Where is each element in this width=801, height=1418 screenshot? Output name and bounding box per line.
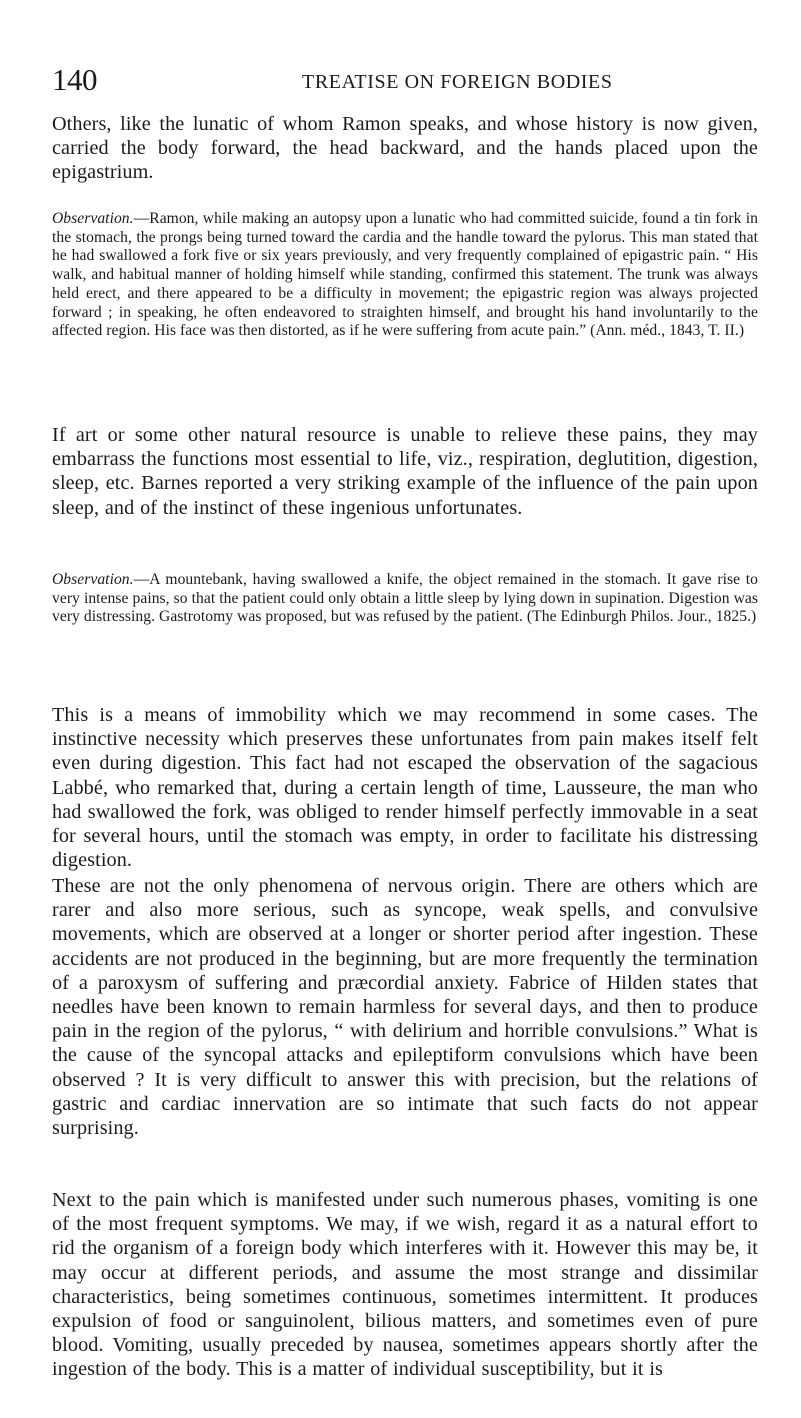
paragraph-art-or-natural-resource: If art or some other natural resource is unable to relieve these pains, they may embarrass the functions most essential to life, viz., respiration, deglutition, digestion, sleep, etc. Barnes reported a very striking example of the influence of the pain upon sleep, and of the instinct of these ingenious unfortunates. [52,424,758,519]
observation-text: —Ramon, while making an autopsy upon a lunatic who had committed suicide, found a tin fork in the stomach, the prongs being turned toward the cardia and the handle toward the pylorus. This man stated that he had swallowed a fork five or six years previously, and very frequently complained of epigastric pain. “ His walk, and habitual manner of holding himself while standing, confirmed this statement. The trunk was always held erect, and there appeared to be a difficulty in movement; the epigastric region was always projected forward ; in speaking, he often endeavored to straighten himself, and brought his hand involuntarily to the affected region. His face was then distorted, as if he were suffering from acute pain.” (Ann. méd., 1843, T. II.) [52,210,758,340]
observation-text: —A mountebank, having swallowed a knife, the object remained in the stomach. It gave rise to very intense pains, so that the patient could only obtain a little sleep by lying down in supination. Digestion was very distressing. Gastrotomy was proposed, but was refused by the patient. (The Edinburgh Philos. Jour., 1825.) [52,571,758,626]
observation-label: Observation. [52,571,134,588]
running-head: TREATISE ON FOREIGN BODIES [302,71,613,93]
paragraph-means-of-immobility: This is a means of immobility which we may recommend in some cases. The instinctive necessity which preserves these unfortunates from pain makes itself felt even during digestion. This fact had not escaped the observation of the sagacious Labbé, who remarked that, during a certain length of time, Lausseure, the man who had swallowed the fork, was obliged to render himself perfectly immovable in a seat for several hours, until the stomach was empty, in order to facilitate his distressing digestion. [52,704,758,872]
page-number: 140 [52,62,97,97]
paragraph-nervous-origin: These are not the only phenomena of nervous origin. There are others which are rarer and also more serious, such as syncope, weak spells, and convulsive movements, which are observed at a longer or shorter period after ingestion. These accidents are not produced in the beginning, but are more frequently the termination of a paroxysm of suffering and præcordial anxiety. Fabrice of Hilden states that needles have been known to remain harmless for several days, and then to produce pain in the region of the pylorus, “ with delirium and horrible convulsions.” What is the cause of the syncopal attacks and epileptiform convulsions which have been observed ? It is very difficult to answer this with precision, but the relations of gastric and cardiac innervation are so intimate that such facts do not appear surprising. [52,875,758,1140]
observation-label: Observation. [52,210,134,227]
observation-mountebank [52,571,758,627]
paragraph-vomiting: Next to the pain which is manifested under such numerous phases, vomiting is one of the most frequent symptoms. We may, if we wish, regard it as a natural effort to rid the organism of a foreign body which interferes with it. However this may be, it may occur at different periods, and assume the most strange and dissimilar characteristics, being sometimes continuous, sometimes intermittent. It produces expulsion of food or sanguinolent, bilious matters, and sometimes even of pure blood. Vomiting, usually preceded by nausea, sometimes appears shortly after the ingestion of the body. This is a matter of individual susceptibility, but it is [52,1189,758,1381]
page-header [52,62,752,102]
paragraph-others-like-lunatic: Others, like the lunatic of whom Ramon speaks, and whose history is now given, carried the body forward, the head backward, and the hands placed upon the epigastrium. [52,113,758,184]
observation-ramon [52,210,758,341]
